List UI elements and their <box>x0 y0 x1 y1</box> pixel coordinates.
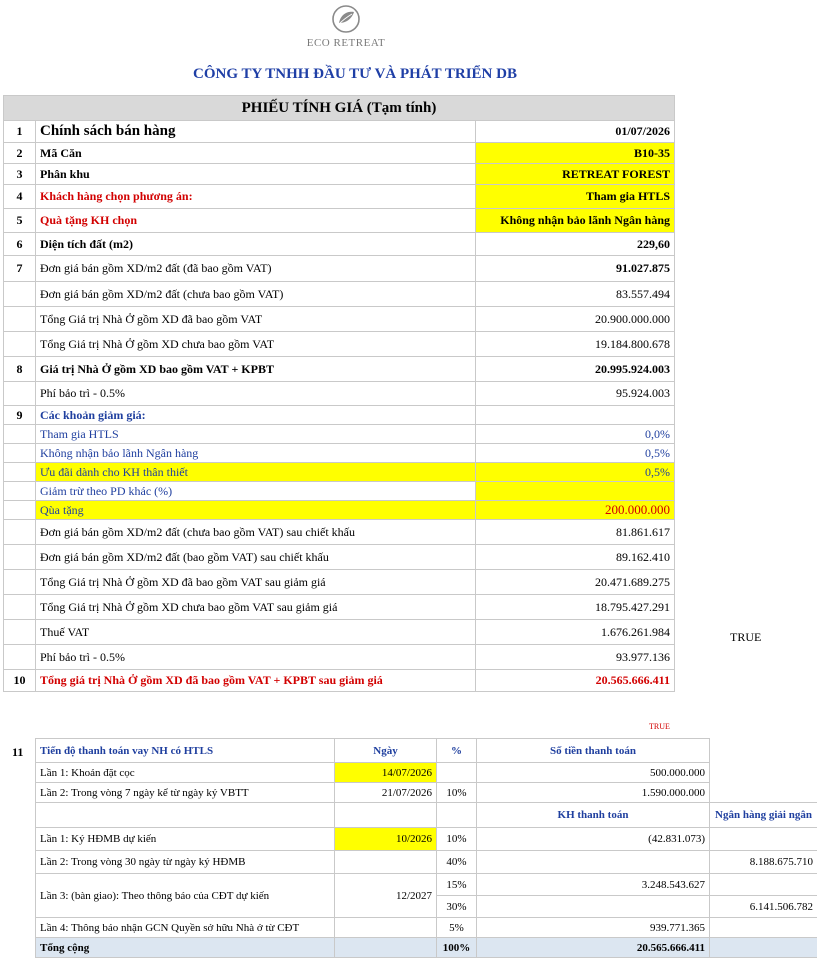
table-row <box>4 444 675 463</box>
row-label: Khách hàng chọn phương án: <box>36 185 476 209</box>
column-header: KH thanh toán <box>477 803 710 828</box>
row-label: Phí bảo trì - 0.5% <box>36 645 476 670</box>
row-value: 229,60 <box>476 233 675 256</box>
row-label: Diện tích đất (m2) <box>36 233 476 256</box>
row-customer-amount <box>477 851 710 874</box>
section-number: 11 <box>12 745 24 759</box>
row-amount: 1.590.000.000 <box>477 783 710 803</box>
row-customer-amount: 3.248.543.627 <box>477 874 710 896</box>
row-label: Đơn giá bán gồm XD/m2 đất (bao gồm VAT) sau chiết khấu <box>36 545 476 570</box>
table-row <box>4 357 675 382</box>
table-row <box>36 828 817 851</box>
row-value: 20.995.924.003 <box>476 357 675 382</box>
row-label: Lần 1: Ký HĐMB dự kiến <box>36 828 335 851</box>
row-value <box>476 406 675 425</box>
table-row <box>36 763 817 783</box>
row-number <box>4 282 36 307</box>
row-date: 10/2026 <box>335 828 437 851</box>
row-bank-amount: 8.188.675.710 <box>710 851 817 874</box>
row-number <box>4 382 36 406</box>
row-number: 9 <box>4 406 36 425</box>
logo-text: ECO RETREAT <box>306 37 386 49</box>
row-value: 19.184.800.678 <box>476 332 675 357</box>
row-label: Tổng giá trị Nhà Ở gồm XD đã bao gồm VAT + KPBT sau giảm giá <box>36 670 476 692</box>
row-label: Tổng Giá trị Nhà Ở gồm XD chưa bao gồm VAT <box>36 332 476 357</box>
table-row <box>4 482 675 501</box>
row-label: Quà tặng KH chọn <box>36 209 476 233</box>
row-number: 3 <box>4 164 36 185</box>
table-row <box>4 501 675 520</box>
row-label: Giảm trừ theo PD khác (%) <box>36 482 476 501</box>
true-flag: TRUE <box>730 630 762 644</box>
table-row <box>36 803 817 828</box>
row-label: Các khoản giảm giá: <box>36 406 476 425</box>
row-label: Đơn giá bán gồm XD/m2 đất (đã bao gồm VAT) <box>36 256 476 282</box>
total-row <box>36 938 817 958</box>
row-label: Giá trị Nhà Ở gồm XD bao gồm VAT + KPBT <box>36 357 476 382</box>
row-value: 83.557.494 <box>476 282 675 307</box>
row-value: 91.027.875 <box>476 256 675 282</box>
row-pct: 5% <box>437 918 477 938</box>
row-label: Chính sách bán hàng <box>36 121 476 143</box>
row-value: 01/07/2026 <box>476 121 675 143</box>
row-number: 1 <box>4 121 36 143</box>
row-label: Lần 3: (bàn giao): Theo thông báo của CĐT dự kiến <box>36 874 335 918</box>
row-number: 8 <box>4 357 36 382</box>
table-row <box>4 233 675 256</box>
row-label: Thuế VAT <box>36 620 476 645</box>
row-label: Không nhận bảo lãnh Ngân hàng <box>36 444 476 463</box>
row-number: 10 <box>4 670 36 692</box>
row-label: Phân khu <box>36 164 476 185</box>
table-row <box>4 121 675 143</box>
row-number <box>4 307 36 332</box>
row-date: 21/07/2026 <box>335 783 437 803</box>
row-value: 81.861.617 <box>476 520 675 545</box>
table-row <box>36 739 817 763</box>
row-pct: 40% <box>437 851 477 874</box>
row-date: 12/2027 <box>335 874 437 918</box>
row-pct <box>437 763 477 783</box>
eco-leaf-logo-icon <box>331 3 361 35</box>
row-date: 14/07/2026 <box>335 763 437 783</box>
row-number <box>4 463 36 482</box>
row-value <box>476 482 675 501</box>
row-pct: 15% <box>437 874 477 896</box>
row-bank-amount: 6.141.506.782 <box>710 896 817 918</box>
table-row <box>4 545 675 570</box>
row-label: Lần 4: Thông báo nhận GCN Quyền sở hữu Nhà ở từ CĐT <box>36 918 335 938</box>
row-label: Đơn giá bán gồm XD/m2 đất (chưa bao gồm VAT) sau chiết khấu <box>36 520 476 545</box>
table-row <box>4 143 675 164</box>
table-row <box>4 570 675 595</box>
table-row <box>4 620 675 645</box>
total-label: Tổng cộng <box>36 938 335 958</box>
table-row <box>4 307 675 332</box>
row-label: Ưu đãi dành cho KH thân thiết <box>36 463 476 482</box>
row-value: 89.162.410 <box>476 545 675 570</box>
row-number <box>4 425 36 444</box>
row-number: 4 <box>4 185 36 209</box>
row-value: 200.000.000 <box>476 501 675 520</box>
row-number <box>4 620 36 645</box>
row-number <box>4 570 36 595</box>
row-number: 7 <box>4 256 36 282</box>
table-row <box>4 209 675 233</box>
row-number <box>4 444 36 463</box>
table-row <box>4 164 675 185</box>
row-label: Lần 1: Khoản đặt cọc <box>36 763 335 783</box>
table-row <box>4 406 675 425</box>
row-number <box>4 545 36 570</box>
table-row <box>36 851 817 874</box>
row-number: 2 <box>4 143 36 164</box>
row-number <box>4 501 36 520</box>
sheet-title: PHIẾU TÍNH GIÁ (Tạm tính) <box>4 96 675 121</box>
row-customer-amount: 939.771.365 <box>477 918 710 938</box>
row-pct: 10% <box>437 828 477 851</box>
table-row <box>4 520 675 545</box>
row-value: 20.565.666.411 <box>476 670 675 692</box>
column-header: % <box>437 739 477 763</box>
row-value: 0,0% <box>476 425 675 444</box>
price-sheet-table <box>3 95 675 692</box>
row-number <box>4 520 36 545</box>
row-customer-amount: (42.831.073) <box>477 828 710 851</box>
row-number <box>4 645 36 670</box>
row-pct: 10% <box>437 783 477 803</box>
table-row <box>4 425 675 444</box>
table-row <box>36 783 817 803</box>
row-label: Mã Căn <box>36 143 476 164</box>
row-value: 93.977.136 <box>476 645 675 670</box>
row-label: Tổng Giá trị Nhà Ở gồm XD đã bao gồm VAT <box>36 307 476 332</box>
row-number <box>4 595 36 620</box>
table-row <box>4 185 675 209</box>
row-value: Không nhận bảo lãnh Ngân hàng <box>476 209 675 233</box>
row-label: Tổng Giá trị Nhà Ở gồm XD đã bao gồm VAT sau giảm giá <box>36 570 476 595</box>
table-row <box>4 256 675 282</box>
total-amount: 20.565.666.411 <box>477 938 710 958</box>
total-pct: 100% <box>437 938 477 958</box>
company-name: CÔNG TY TNHH ĐẦU TƯ VÀ PHÁT TRIỂN DB <box>193 66 517 82</box>
row-value: RETREAT FOREST <box>476 164 675 185</box>
row-label: Tổng Giá trị Nhà Ở gồm XD chưa bao gồm VAT sau giảm giá <box>36 595 476 620</box>
row-label: Đơn giá bán gồm XD/m2 đất (chưa bao gồm VAT) <box>36 282 476 307</box>
row-value: B10-35 <box>476 143 675 164</box>
row-label: Tham gia HTLS <box>36 425 476 444</box>
column-header: Số tiền thanh toán <box>477 739 710 763</box>
row-label: Lần 2: Trong vòng 30 ngày từ ngày ký HĐMB <box>36 851 335 874</box>
table-row <box>4 282 675 307</box>
column-header: Tiến độ thanh toán vay NH có HTLS <box>36 739 335 763</box>
table-row <box>4 463 675 482</box>
row-value: 20.471.689.275 <box>476 570 675 595</box>
row-value: 1.676.261.984 <box>476 620 675 645</box>
row-value: 0,5% <box>476 444 675 463</box>
table-row <box>4 670 675 692</box>
table-row <box>4 332 675 357</box>
column-header: Ngày <box>335 739 437 763</box>
logo <box>300 3 392 49</box>
row-number <box>4 482 36 501</box>
row-label: Phí bảo trì - 0.5% <box>36 382 476 406</box>
table-row <box>4 595 675 620</box>
row-pct: 30% <box>437 896 477 918</box>
row-value: 95.924.003 <box>476 382 675 406</box>
table-row <box>4 382 675 406</box>
true-flag-small: TRUE <box>649 722 670 731</box>
row-number: 5 <box>4 209 36 233</box>
row-number <box>4 332 36 357</box>
row-value: 0,5% <box>476 463 675 482</box>
row-value: Tham gia HTLS <box>476 185 675 209</box>
table-row <box>36 874 817 896</box>
column-header: Ngân hàng giải ngân <box>710 803 817 828</box>
row-bank-amount <box>710 828 817 851</box>
row-amount: 500.000.000 <box>477 763 710 783</box>
row-label: Lần 2: Trong vòng 7 ngày kể từ ngày ký VBTT <box>36 783 335 803</box>
row-number: 6 <box>4 233 36 256</box>
row-label: Qùa tặng <box>36 501 476 520</box>
row-value: 20.900.000.000 <box>476 307 675 332</box>
payment-schedule-table <box>35 738 817 958</box>
row-value: 18.795.427.291 <box>476 595 675 620</box>
table-row <box>36 918 817 938</box>
table-row <box>4 645 675 670</box>
